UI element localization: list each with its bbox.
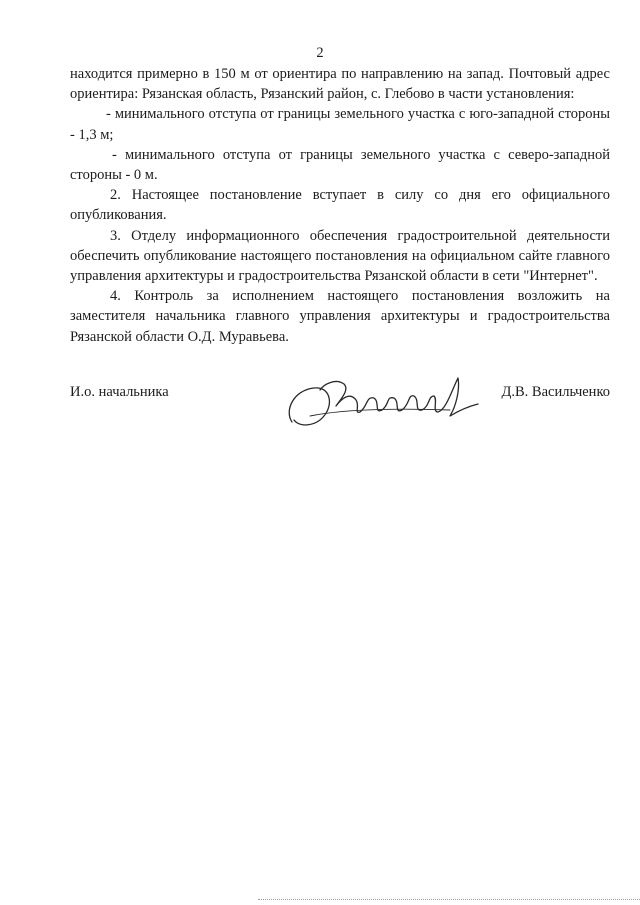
- paragraph-effective-date: 2. Настоящее постановление вступает в силу со дня его официального опубликования.: [70, 187, 610, 224]
- signatory-title: И.о. начальника: [70, 384, 169, 400]
- handwritten-signature: [280, 370, 480, 440]
- signatory-name: Д.В. Васильченко: [501, 384, 610, 400]
- paragraph-publication: 3. Отделу информационного обеспечения градостроительной деятельности обеспечить опубликование настоящего постановления на официальном сайте главного управления архитектуры и градостроительства Рязанской области в сети "Интернет".: [70, 227, 610, 285]
- footer-divider: [258, 899, 640, 900]
- paragraph-setback-southwest: - минимального отступа от границы земельного участка с юго-западной стороны - 1,3 м;: [70, 106, 610, 143]
- document-body: [70, 64, 610, 347]
- page-number: 2: [316, 45, 324, 61]
- paragraph-address: находится примерно в 150 м от ориентира по направлению на запад. Почтовый адрес ориентира: Рязанская область, Рязанский район, с. Глебово в части установления:: [70, 66, 610, 103]
- paragraph-setback-northwest: - минимального отступа от границы земельного участка с северо-западной стороны - 0 м.: [70, 146, 610, 184]
- paragraph-control: 4. Контроль за исполнением настоящего постановления возложить на заместителя начальника главного управления архитектуры и градостроительства Рязанской области О.Д. Муравьева.: [70, 288, 610, 345]
- signature-block: [70, 384, 610, 444]
